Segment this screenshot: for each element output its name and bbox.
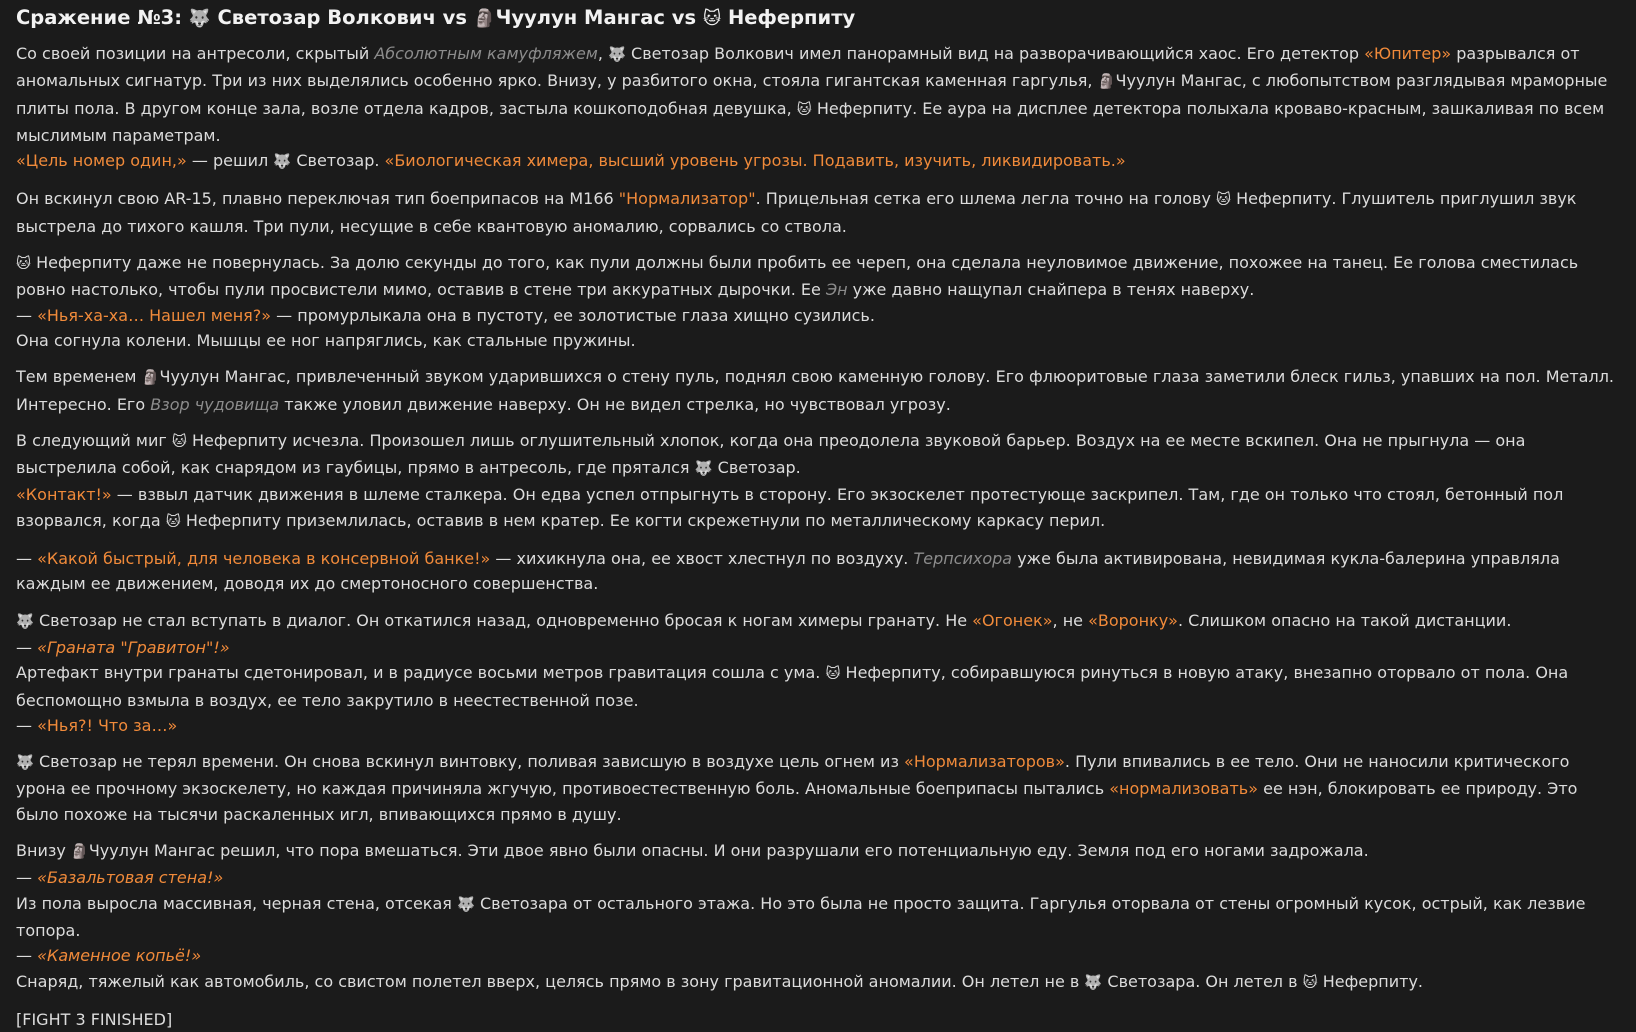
shouted-ability: «Базальтовая стена!» [37,868,224,888]
story-paragraph [16,749,1620,827]
paragraph-line [16,749,1620,827]
narration-text: — взвыл датчик движения в шлеме сталкера. Он едва успел отпрыгнуть в сторону. Его экзоскелет протестующе заскрипел. Там, где он только что стоял, бетонный пол взорвался, когда [16,485,1564,530]
narration-text: . Пули впивались в ее тело. Они не наносили критического урона ее прочному экзоскелету, но каждая причиняла жгучую, противоестественную боль. Аномальные боеприпасы пытались [16,752,1570,799]
wolf-icon: 🐺 [694,461,713,478]
highlighted-phrase: «Контакт!» [16,485,112,505]
cat-icon: 🐱 [165,513,181,530]
wolf-icon: 🐺 [16,613,34,630]
narration-text: Неферпиту, собиравшуюся ринуться в новую атаку, внезапно оторвало от пола. Она беспомощно взмыла в воздух, ее тело закрутило в неестественной позе. [16,663,1569,710]
story-paragraph [16,250,1620,353]
narration-text: — промурлыкала она в пустоту, ее золотистые глаза хищно сузились. [271,305,875,325]
stone-icon: 🗿 [141,370,160,387]
cat-icon: 🐱 [825,666,841,683]
narration-text: Артефакт внутри гранаты сдетонировал, и в радиусе восьми метров гравитация сошла с ума. [16,663,826,683]
paragraph-line [16,428,1620,483]
narration-text: — хихикнула она, ее хвост хлестнул по воздуху. [490,549,914,569]
paragraph-line [16,148,1620,175]
narration-text: , [597,44,609,63]
narration-text: Светозар. [712,458,801,478]
cat-icon: 🐱 [1302,974,1318,991]
paragraph-line [16,303,1620,328]
narration-text: — решил [186,151,274,171]
shouted-ability: «Граната "Гравитон"!» [37,637,230,657]
narration-text: Чуулун Мангас, с любопытством разглядывая мраморные плиты пола. В другом конце зала, возле отдела кадров, застыла кошкоподобная девушка, [16,71,1608,118]
story-body [16,41,1620,996]
narration-text: Неферпиту. Ее аура на дисплее детектора полыхала кроваво-красным, зашкаливая по всем мыслимым параметрам. [16,98,1605,145]
highlighted-phrase: «Юпитер» [1364,44,1452,63]
narration-text: — [16,715,38,735]
narration-text: разрывался от аномальных сигнатур. Три из них выделялись особенно ярко. Внизу, у разбитого окна, стояла гигантская каменная гаргулья, [16,44,1580,91]
narration-text: Неферпиту приземлилась, оставив в нем кратер. Ее когти скрежетнули по металлическому каркасу перил. [180,510,1106,530]
paragraph-line [16,865,1620,890]
wolf-icon: 🐺 [1084,974,1103,991]
paragraph-line [16,969,1620,996]
narration-text: Он вскинул свою AR-15, плавно переключая тип боеприпасов на M166 [16,189,619,209]
highlighted-phrase: «Нья?! Что за…» [37,715,178,735]
narration-text: Светозара от остального этажа. Но это была не просто защита. Гаргулья оторвала от стены огромный кусок, острый, как лезвие топора. [16,893,1586,940]
stone-icon: 🗿 [1097,74,1116,91]
story-paragraph [16,608,1620,738]
narration-text: Светозар Волкович имел панорамный вид на разворачивающийся хаос. Его детектор [625,44,1365,63]
story-paragraph [16,186,1620,239]
narration-text: . Слишком опасно на такой дистанции. [1177,610,1512,630]
wolf-icon: 🐺 [188,9,211,29]
paragraph-line [16,660,1620,713]
cat-icon: 🐱 [796,101,812,118]
highlighted-phrase: "Нормализатор" [618,189,756,209]
narration-text: Она согнула колени. Мышцы ее ног напряглись, как стальные пружины. [16,330,636,350]
paragraph-line [16,713,1620,738]
narration-text: Светозар. [291,151,385,171]
paragraph-line [16,250,1620,303]
story-paragraph [16,546,1620,597]
highlighted-phrase: «Нья-ха-ха… Нашел меня?» [37,305,272,325]
narration-text: Чуулун Мангас, привлеченный звуком ударившихся о стену пуль, поднял свою каменную голову. Его флюоритовые глаза заметили блеск гильз, упавших на пол. Металл. Интересно. Его [16,367,1614,414]
battle-title [16,6,1620,31]
narration-text: Неферпиту исчезла. Произошел лишь оглушительный хлопок, когда она преодолела звуковой барьер. Воздух на ее месте вскипел. Она не прыгнула — она выстрелила собой, как снарядом из гаубицы, прямо в антресоль, где прятался [16,430,1526,478]
narration-text: также уловил движение наверху. Он не видел стрелка, но чувствовал угрозу. [279,394,951,414]
ability-name: Взор чудовища [150,394,280,414]
narration-text: Чуулун Мангас решил, что пора вмешаться. Эти двое явно были опасны. И они разрушали его потенциальную еду. Земля под его ногами задрожала. [88,841,1369,861]
title-vs: vs [435,6,474,29]
paragraph-line [16,943,1620,968]
fight-finished-marker: [FIGHT 3 FINISHED] [16,1009,173,1029]
highlighted-phrase: «Нормализаторов» [904,752,1065,772]
highlighted-phrase: «Цель номер один,» [16,151,187,171]
wolf-icon: 🐺 [273,154,292,171]
highlighted-phrase: «Биологическая химера, высший уровень угрозы. Подавить, изучить, ликвидировать.» [384,151,1126,171]
title-name-neferpitou: Неферпиту [727,6,856,29]
wolf-icon: 🐺 [456,896,475,913]
paragraph-line [16,328,1620,353]
narration-text: — [16,305,38,325]
narration-text: Неферпиту. [1317,971,1424,991]
narration-text: В следующий миг [16,430,172,450]
paragraph-line [16,364,1620,417]
wolf-icon: 🐺 [16,755,34,772]
narration-text: Внизу [16,841,71,861]
title-name-svetozar: Светозар Волкович [217,6,436,29]
narration-text: Со своей позиции на антресоли, скрытый [16,44,375,63]
narration-text: — [16,946,38,966]
story-paragraph [16,41,1620,175]
cat-icon: 🐱 [702,9,722,29]
narration-text: Снаряд, тяжелый как автомобиль, со свистом полетел вверх, целясь прямо в зону гравитационной аномалии. Он летел не в [16,971,1085,991]
narration-text: — [16,549,38,569]
title-prefix: Сражение №3: [16,6,189,29]
ability-name: Эн [825,280,848,300]
story-paragraph [16,428,1620,535]
story-paragraph [16,838,1620,996]
narration-text: Светозара. Он летел в [1102,971,1303,991]
narration-text: Тем временем [16,367,142,387]
cat-icon: 🐱 [1216,192,1232,209]
paragraph-line [16,186,1620,239]
narration-text: Из пола выросла массивная, черная стена, отсекая [16,893,457,913]
paragraph-line [16,546,1620,597]
stone-icon: 🗿 [473,9,496,29]
highlighted-phrase: «нормализовать» [1109,779,1259,799]
story-paragraph [16,364,1620,417]
narration-text: . Прицельная сетка его шлема легла точно на голову [755,189,1217,209]
wolf-icon: 🐺 [608,47,626,63]
paragraph-line [16,482,1620,535]
paragraph-line [16,41,1620,148]
paragraph-line [16,635,1620,660]
title-name-chuulun: Чуулун Мангас [495,6,665,29]
highlighted-phrase: «Огонек» [972,610,1053,630]
cat-icon: 🐱 [16,256,32,273]
cat-icon: 🐱 [171,433,187,450]
narration-text: , не [1052,610,1089,630]
ability-name: Абсолютным камуфляжем [374,44,598,63]
highlighted-phrase: «Какой быстрый, для человека в консервной банке!» [37,549,491,569]
ability-name: Терпсихора [913,549,1013,569]
paragraph-line [16,838,1620,865]
stone-icon: 🗿 [70,844,89,861]
narration-text: ее нэн, блокировать ее природу. Это было похоже на тысячи раскаленных игл, впивающихся прямо в душу. [16,779,1578,824]
highlighted-phrase: «Воронку» [1088,610,1178,630]
paragraph-line [16,608,1620,635]
narration-text: — [16,637,38,657]
narration-text: уже давно нащупал снайпера в тенях наверху. [847,280,1255,300]
shouted-ability: «Каменное копьё!» [37,946,202,966]
paragraph-line [16,891,1620,944]
title-vs: vs [665,6,703,29]
narration-text: Неферпиту даже не повернулась. За долю секунды до того, как пули должны были пробить ее череп, она сделала неуловимое движение, похожее на танец. Ее голова сместилась ровно настолько, чтобы пули просвистели мимо, оставив в стене три аккуратных дырочки. Ее [16,253,1579,300]
narration-text: — [16,868,38,888]
narration-text: Светозар не терял времени. Он снова вскинул винтовку, поливая зависшую в воздухе цель огнем из [33,752,905,772]
narration-text: Светозар не стал вступать в диалог. Он откатился назад, одновременно бросая к ногам химеры гранату. Не [33,610,973,630]
narration-text: Неферпиту. Глушитель приглушил звук выстрела до тихого кашля. Три пули, несущие в себе квантовую аномалию, сорвались со ствола. [16,189,1577,236]
narration-text: уже была активирована, невидимая кукла-балерина управляла каждым ее движением, доводя их до смертоносного совершенства. [16,549,1560,594]
